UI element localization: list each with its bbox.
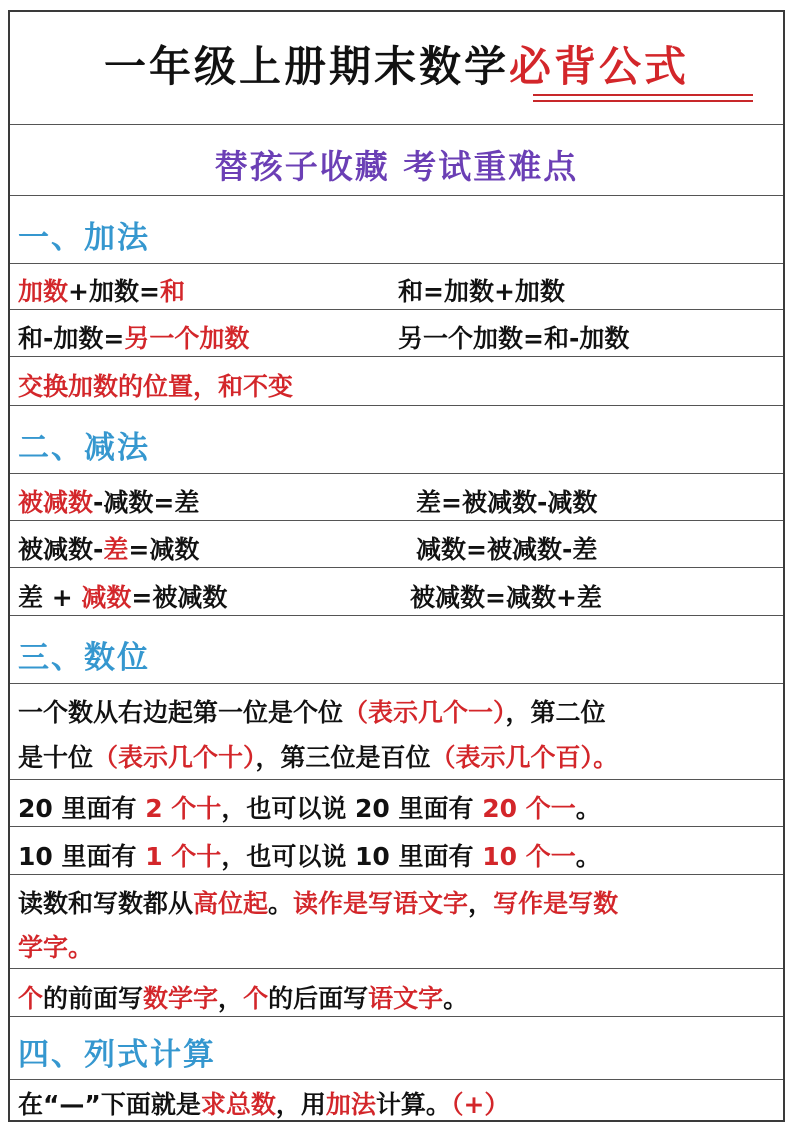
- text: 。: [575, 794, 601, 823]
- text: ，第二位: [505, 698, 606, 727]
- text: ，第三位是百位: [255, 743, 431, 772]
- text: ，: [468, 889, 494, 918]
- place-value-row-1: [10, 684, 783, 780]
- text: 的后面写: [268, 984, 369, 1013]
- calculation-heading: 四、列式计算: [18, 1037, 216, 1073]
- place-value-heading-row: [10, 616, 783, 684]
- text: 数学字: [143, 984, 219, 1013]
- text: ，也可以说 10 里面有: [221, 842, 483, 871]
- text: 。: [268, 889, 294, 918]
- subtraction-formula-3: [18, 530, 199, 566]
- term: 减数: [81, 583, 132, 612]
- text: 10 里面有: [18, 842, 146, 871]
- title-main: 一年级上册期末数学: [103, 42, 509, 91]
- term: -减数=差: [93, 488, 200, 517]
- place-value-row-3: [10, 827, 783, 875]
- addition-rule: 交换加数的位置，和不变: [18, 372, 294, 401]
- term: 加数: [18, 277, 69, 306]
- text: 20 里面有: [18, 794, 146, 823]
- op: +: [68, 277, 89, 306]
- text: ，也可以说 20 里面有: [221, 794, 483, 823]
- text: 写作是写数: [493, 889, 619, 918]
- subtraction-row-3: [10, 568, 783, 616]
- term: 被减数: [18, 488, 94, 517]
- place-value-row-2: [10, 780, 783, 827]
- place-value-text-2: [18, 789, 601, 825]
- term: =被减数: [131, 583, 228, 612]
- text: （表示几个百）: [430, 743, 594, 772]
- term: 另一个加数: [124, 324, 250, 353]
- addition-formula-1: [18, 272, 185, 308]
- op: =: [138, 277, 160, 306]
- text: 2 个十: [145, 794, 222, 823]
- page-title: [10, 34, 783, 94]
- text: 10 个一: [482, 842, 576, 871]
- title-underline: [533, 94, 753, 96]
- subtraction-heading-row: [10, 406, 783, 474]
- text: 。: [593, 743, 619, 772]
- text: 。: [575, 842, 601, 871]
- term: 差: [103, 535, 129, 564]
- page-subtitle: 替孩子收藏 考试重难点: [214, 147, 579, 186]
- place-value-text-4a: [18, 884, 618, 920]
- subtitle-row: [10, 125, 783, 196]
- title-highlight: 必背公式: [509, 42, 690, 91]
- addition-formula-3: [18, 319, 249, 355]
- text: （表示几个一）: [343, 698, 506, 727]
- text: （+）: [450, 1090, 510, 1119]
- term: 差 +: [18, 583, 82, 612]
- text: 读数和写数都从: [18, 889, 194, 918]
- text: 的前面写: [43, 984, 144, 1013]
- subtraction-formula-4: 减数=被减数-差: [416, 535, 598, 564]
- text: 一个数从右边起第一位是个位: [18, 698, 344, 727]
- place-value-text-4b: 学字。: [18, 933, 94, 962]
- formula-sheet: [8, 10, 785, 1122]
- addition-row-3: [10, 357, 783, 406]
- text: 加法: [325, 1090, 376, 1119]
- calculation-row-1: [10, 1080, 783, 1120]
- subtraction-row-2: [10, 521, 783, 568]
- addition-heading: 一、加法: [18, 220, 150, 256]
- addition-formula-2: 和=加数+加数: [398, 277, 565, 306]
- text: 在“—”下面就是: [18, 1090, 201, 1119]
- title-underline-double: [533, 100, 753, 102]
- text: 。: [443, 984, 469, 1013]
- text: ，: [218, 984, 244, 1013]
- text: 计算。: [375, 1090, 451, 1119]
- text: 语文字: [368, 984, 444, 1013]
- term: =减数: [128, 535, 200, 564]
- text: 求总数: [200, 1090, 276, 1119]
- place-value-text-3: [18, 837, 601, 873]
- text: ，用: [275, 1090, 326, 1119]
- title-row: [10, 12, 783, 125]
- place-value-row-4: [10, 875, 783, 969]
- place-value-row-5: [10, 969, 783, 1017]
- text: 1 个十: [145, 842, 222, 871]
- subtraction-heading: 二、减法: [18, 430, 150, 466]
- text: 是十位: [18, 743, 94, 772]
- text: 20 个一: [482, 794, 576, 823]
- term: 和-加数=: [18, 324, 125, 353]
- calculation-heading-row: [10, 1017, 783, 1080]
- text: 高位起: [193, 889, 269, 918]
- addition-formula-4: 另一个加数=和-加数: [398, 324, 630, 353]
- addition-row-2: [10, 310, 783, 357]
- term: 被减数-: [18, 535, 104, 564]
- place-value-heading: 三、数位: [18, 640, 150, 676]
- text: 读作是写语文字: [293, 889, 469, 918]
- calculation-text-1: [18, 1085, 509, 1121]
- subtraction-formula-1: [18, 483, 199, 519]
- text: 个: [243, 984, 269, 1013]
- place-value-text-1a: [18, 693, 606, 729]
- subtraction-formula-6: 被减数=减数+差: [410, 583, 602, 612]
- addition-row-1: [10, 264, 783, 310]
- term: 和: [159, 277, 185, 306]
- subtraction-formula-5: [18, 578, 227, 614]
- subtraction-formula-2: 差=被减数-减数: [416, 488, 598, 517]
- text: （表示几个十）: [93, 743, 256, 772]
- subtraction-row-1: [10, 474, 783, 521]
- place-value-text-5: [18, 979, 468, 1015]
- term: 加数: [88, 277, 139, 306]
- text: 个: [18, 984, 44, 1013]
- place-value-text-1b: [18, 738, 618, 774]
- addition-heading-row: [10, 196, 783, 264]
